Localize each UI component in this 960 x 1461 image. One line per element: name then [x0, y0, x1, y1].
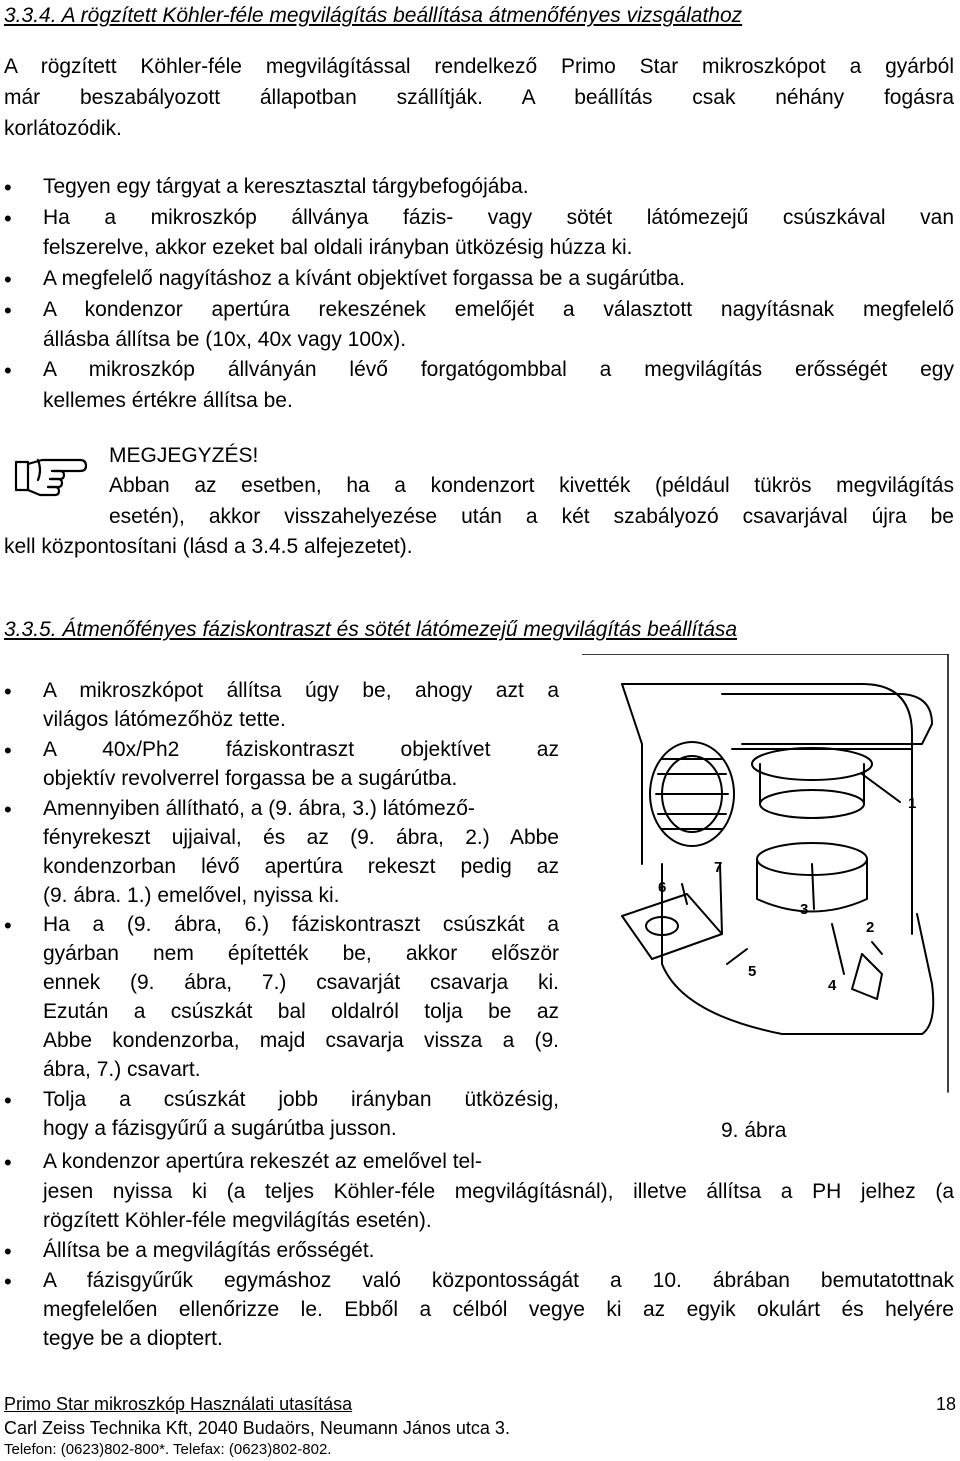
list-item-continuation: ennek (9. ábra, 7.) csavarját csavarja ki.	[43, 971, 559, 994]
list-item: A fázisgyűrűk egymáshoz való központosságát a 10. ábrában bemutatottnak	[43, 1269, 954, 1292]
section-heading-3-3-5: 3.3.5. Átmenőfényes fáziskontraszt és sötét látómezejű megvilágítás beállítása	[4, 618, 738, 641]
list-item: A kondenzor apertúra rekeszét az emelővel tel-	[43, 1150, 482, 1173]
list-item: A mikroszkóp állványán lévő forgatógombbal a megvilágítás erősségét egy	[43, 358, 954, 381]
list-item-continuation: felszerelve, akkor ezeket bal oldali irányban ütközésig húzza ki.	[43, 236, 633, 259]
figure-label-3: 3	[800, 901, 809, 918]
list-item-continuation: (9. ábra. 1.) emelővel, nyissa ki.	[43, 884, 340, 907]
list-item: Ha a (9. ábra, 6.) fáziskontraszt csúszkát a	[43, 913, 559, 936]
bullet-dot: •	[4, 913, 12, 938]
bullet-dot: •	[4, 1150, 12, 1175]
bullet-dot: •	[4, 175, 12, 200]
intro-line: A rögzített Köhler-féle megvilágítással rendelkező Primo Star mikroszkópot a gyárból	[4, 55, 954, 78]
list-item: A kondenzor apertúra rekeszének emelőjét a választott nagyításnak megfelelő	[43, 298, 954, 321]
note-line: Abban az esetben, ha a kondenzort kivették (például tükrös megvilágítás	[109, 474, 954, 497]
intro-line: korlátozódik.	[4, 117, 122, 140]
footer-title-row	[4, 1393, 956, 1415]
list-item-continuation: hogy a fázisgyűrű a sugárútba jusson.	[43, 1117, 397, 1140]
list-item-continuation: kellemes értékre állítsa be.	[43, 389, 293, 412]
bullet-dot: •	[4, 797, 12, 822]
footer-title: Primo Star mikroszkóp Használati utasítása	[4, 1394, 353, 1414]
list-item: A 40x/Ph2 fáziskontraszt objektívet az	[43, 738, 559, 761]
list-item: A megfelelő nagyításhoz a kívánt objektívet forgassa be a sugárútba.	[43, 267, 686, 290]
list-item: Tegyen egy tárgyat a keresztasztal tárgybefogójába.	[43, 175, 529, 198]
list-item-continuation: fényrekeszt ujjaival, és az (9. ábra, 2.) Abbe	[43, 826, 559, 849]
list-item-continuation: rögzített Köhler-féle megvilágítás esetén).	[43, 1209, 432, 1232]
footer-phone: Telefon: (0623)802-800*. Telefax: (0623)802-802.	[4, 1441, 332, 1458]
figure-label-4: 4	[828, 977, 837, 994]
list-item-continuation: állásba állítsa be (10x, 40x vagy 100x).	[43, 328, 407, 351]
section-heading-3-3-4: 3.3.4. A rögzített Köhler-féle megvilágítás beállítása átmenőfényes vizsgálathoz	[4, 4, 743, 27]
list-item: A mikroszkópot állítsa úgy be, ahogy azt a	[43, 679, 559, 702]
figure-caption: 9. ábra	[721, 1119, 787, 1142]
page-number: 18	[935, 1394, 956, 1414]
list-item-continuation: kondenzorban lévő apertúra rekeszt pedig az	[43, 855, 559, 878]
bullet-dot: •	[4, 298, 12, 323]
list-item-continuation: világos látómezőhöz tette.	[43, 708, 286, 731]
list-item: Amennyiben állítható, a (9. ábra, 3.) látómező-	[43, 797, 475, 820]
bullet-dot: •	[4, 358, 12, 383]
bullet-dot: •	[4, 1269, 12, 1294]
list-item: Tolja a csúszkát jobb irányban ütközésig,	[43, 1088, 559, 1111]
list-item-continuation: ábra, 7.) csavart.	[43, 1058, 201, 1081]
pointing-hand-icon	[8, 440, 88, 512]
bullet-dot: •	[4, 206, 12, 231]
note-line: esetén), akkor visszahelyezése után a két szabályozó csavarjával újra be	[109, 505, 954, 528]
bullet-dot: •	[4, 1239, 12, 1264]
bullet-dot: •	[4, 738, 12, 763]
list-item-continuation: megfelelően ellenőrizze le. Ebből a célból vegye ki az egyik okulárt és helyére	[43, 1298, 954, 1321]
intro-line: már beszabályozott állapotban szállítják. A beállítás csak néhány fogásra	[4, 86, 954, 109]
bullet-dot: •	[4, 267, 12, 292]
microscope-figure	[582, 654, 952, 1106]
list-item-continuation: Abbe kondenzorba, majd csavarja vissza a (9.	[43, 1029, 559, 1052]
list-item: Állítsa be a megvilágítás erősségét.	[43, 1239, 375, 1262]
figure-label-6: 6	[658, 879, 667, 896]
list-item-continuation: gyárban nem építették be, akkor először	[43, 942, 559, 965]
note-line: kell központosítani (lásd a 3.4.5 alfejezetet).	[4, 535, 413, 558]
list-item-continuation: objektív revolverrel forgassa be a sugárútba.	[43, 767, 458, 790]
bullet-dot: •	[4, 679, 12, 704]
list-item-continuation: jesen nyissa ki (a teljes Köhler-féle megvilágításnál), illetve állítsa a PH jelhez (a	[43, 1180, 954, 1203]
figure-label-1: 1	[908, 795, 917, 812]
list-item: Ha a mikroszkóp állványa fázis- vagy sötét látómezejű csúszkával van	[43, 206, 954, 229]
bullet-dot: •	[4, 1088, 12, 1113]
list-item-continuation: tegye be a dioptert.	[43, 1327, 223, 1350]
note-title: MEGJEGYZÉS!	[109, 444, 259, 467]
list-item-continuation: Ezután a csúszkát bal oldalról tolja be az	[43, 1000, 559, 1023]
figure-label-7: 7	[714, 859, 723, 876]
figure-label-2: 2	[866, 919, 875, 936]
figure-label-5: 5	[748, 963, 757, 980]
footer-company: Carl Zeiss Technika Kft, 2040 Budaörs, Neumann János utca 3.	[4, 1418, 510, 1438]
